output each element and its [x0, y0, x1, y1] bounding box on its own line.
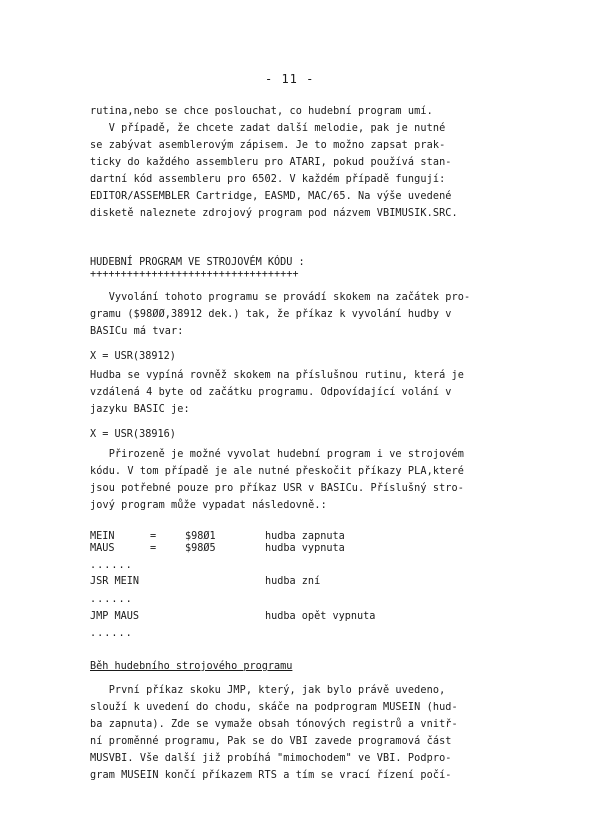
text-line: gramu ($98ØØ,38912 dek.) tak, že příkaz k vyvolání hudby v [90, 309, 452, 320]
instruction: JSR MEIN [90, 576, 140, 587]
text-line: BASICu má tvar: [90, 326, 184, 337]
page-number: - 11 - [265, 72, 315, 86]
text-line: ticky do každého assembleru pro ATARI, pokud používá stan- [90, 157, 452, 168]
paragraph-run-description [90, 682, 458, 784]
equate-comment: hudba vypnuta [265, 543, 345, 554]
text-line: se zabývat asemblerovým zápisem. Je to možno zapsat prak- [90, 140, 446, 151]
code-row-jmp [90, 611, 510, 624]
paragraph-stop-music [90, 367, 464, 418]
code-usr-38912: X = USR(38912) [90, 351, 176, 362]
equate-comment: hudba zapnuta [265, 531, 345, 542]
text-line: vzdálená 4 byte od začátku programu. Odpovídající volání v [90, 387, 452, 398]
text-line: slouží k uvedení do chodu, skáče na podprogram MUSEIN (hud- [90, 702, 458, 713]
text-line: disketě naleznete zdrojový program pod názvem VBIMUSIK.SRC. [90, 208, 458, 219]
section-heading-run: Běh hudebního strojového programu [90, 661, 293, 672]
ellipsis-dots: ...... [90, 594, 133, 605]
text-line: ba zapnuta). Zde se vymaže obsah tónových registrů a vnitř- [90, 719, 458, 730]
text-line: jsou potřebné pouze pro příkaz USR v BASICu. Příslušný stro- [90, 483, 465, 494]
section-heading-machine-code: HUDEBNÍ PROGRAM VE STROJOVÉM KÓDU : [90, 257, 305, 268]
instruction-comment: hudba opět vypnuta [265, 611, 376, 622]
equate-label: MEIN [90, 531, 115, 542]
code-row-jsr [90, 576, 510, 589]
paragraph-invocation [90, 289, 470, 340]
text-line: V případě, že chcete zadat další melodie, pak je nutné [90, 123, 446, 134]
text-line: gram MUSEIN končí příkazem RTS a tím se vrací řízení počí- [90, 770, 452, 781]
text-line: Vyvolání tohoto programu se provádí skokem na začátek pro- [90, 292, 471, 303]
heading-rule: ++++++++++++++++++++++++++++++++++ [90, 269, 299, 280]
text-line: Hudba se vypíná rovněž skokem na příslušnou rutinu, která je [90, 370, 465, 381]
paragraph-machine-call [90, 446, 464, 514]
equate-row-maus [90, 543, 510, 556]
equate-sign: = [150, 531, 157, 542]
text-line: ní proměnné programu, Pak se do VBI zavede programová část [90, 736, 452, 747]
text-line: dartní kód assembleru pro 6502. V každém případě fungují: [90, 174, 446, 185]
text-line: rutina,nebo se chce poslouchat, co hudební program umí. [90, 106, 433, 117]
equate-label: MAUS [90, 543, 115, 554]
paragraph-intro [90, 103, 458, 222]
ellipsis-dots: ...... [90, 560, 133, 571]
text-line: EDITOR/ASSEMBLER Cartridge, EASMD, MAC/65. Na výše uvedené [90, 191, 452, 202]
equate-address: $98Ø1 [185, 531, 216, 542]
instruction: JMP MAUS [90, 611, 140, 622]
equate-sign: = [150, 543, 157, 554]
ellipsis-dots: ...... [90, 628, 133, 639]
text-line: První příkaz skoku JMP, který, jak bylo právě uvedeno, [90, 685, 446, 696]
code-usr-38916: X = USR(38916) [90, 429, 176, 440]
instruction-comment: hudba zní [265, 576, 321, 587]
text-line: kódu. V tom případě je ale nutné přeskočit příkazy PLA,které [90, 466, 465, 477]
equate-address: $98Ø5 [185, 543, 216, 554]
text-line: Přirozeně je možné vyvolat hudební program i ve strojovém [90, 449, 465, 460]
text-line: MUSVBI. Vše další již probíhá "mimochodem" ve VBI. Podpro- [90, 753, 452, 764]
text-line: jový program může vypadat následovně.: [90, 500, 327, 511]
text-line: jazyku BASIC je: [90, 404, 190, 415]
